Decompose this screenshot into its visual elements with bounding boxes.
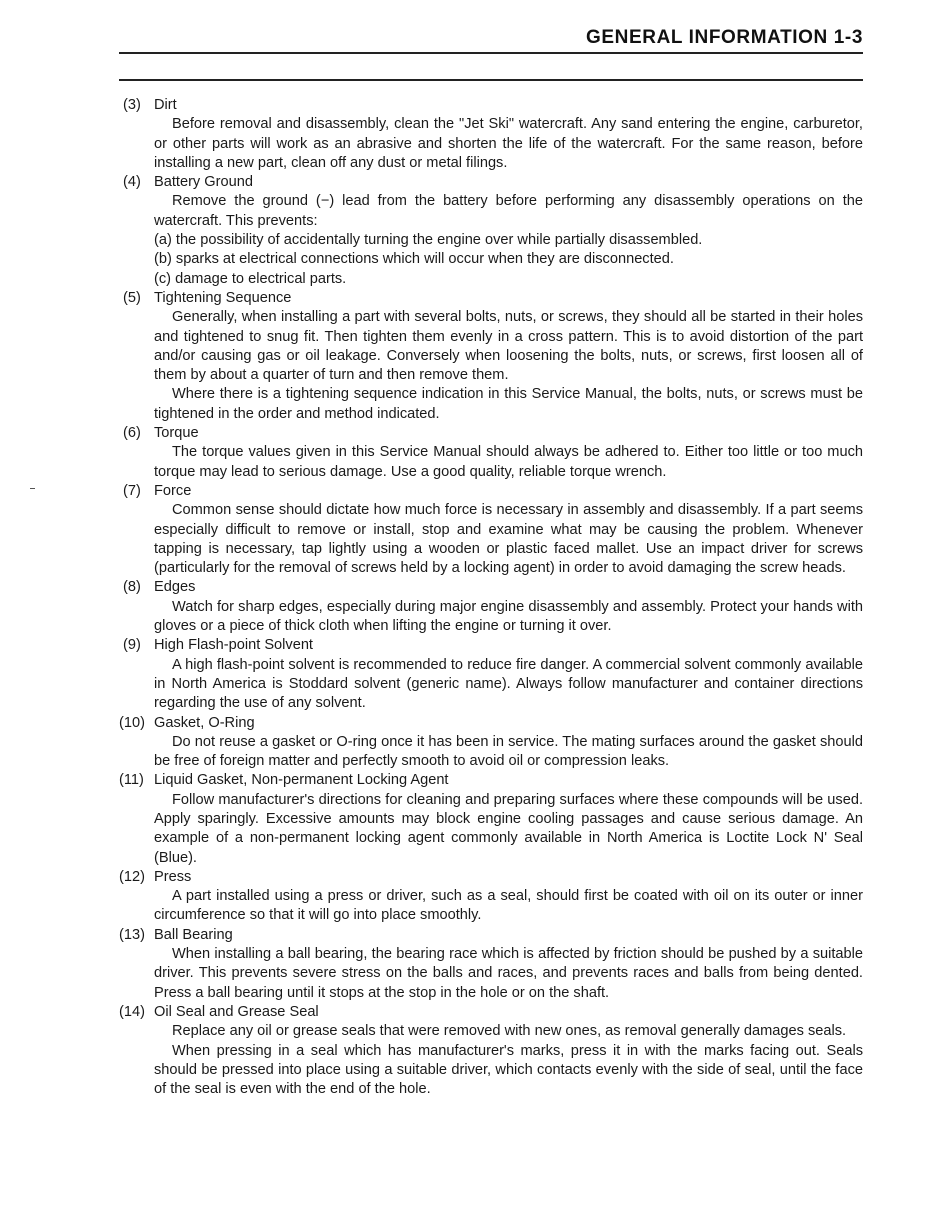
item-number: (10) <box>119 714 145 731</box>
item-paragraph: A high flash-point solvent is recommended to reduce fire danger. A commercial solvent commonly available in North America is Stoddard solvent (generic name). Always follow manufacturer and container directions regarding the use of any solvent. <box>154 656 863 712</box>
item-paragraph: Where there is a tightening sequence indication in this Service Manual, the bolts, nuts, or screws must be tightened in the order and method indicated. <box>154 386 863 422</box>
document-body <box>119 96 863 1099</box>
header-rule-top <box>119 52 863 54</box>
item-paragraph: Do not reuse a gasket or O-ring once it has been in service. The mating surfaces around the gasket should be free of foreign matter and perfectly smooth to avoid oil or compression leaks. <box>154 733 863 770</box>
item-number: (5) <box>123 289 141 306</box>
sub-item: (b) sparks at electrical connections which will occur when they are disconnected. <box>154 251 674 268</box>
section-press <box>119 868 863 926</box>
section-torque <box>119 424 863 482</box>
item-title: Edges <box>154 579 196 596</box>
section-high-flash-point-solvent <box>119 636 863 713</box>
section-gasket-o-ring <box>119 714 863 772</box>
item-number: (4) <box>123 174 141 191</box>
item-paragraph: Watch for sharp edges, especially during major engine disassembly and assembly. Protect your hands with gloves or a piece of thick cloth when lifting the engine or turning it over. <box>154 598 863 635</box>
item-paragraph: A part installed using a press or driver, such as a seal, should first be coated with oil on its outer or inner circumference so that it will go into place smoothly. <box>154 888 863 924</box>
section-oil-seal <box>119 1003 863 1099</box>
margin-mark <box>30 488 35 489</box>
item-paragraph: Generally, when installing a part with several bolts, nuts, or screws, they should all be started in their holes and tightened to snug fit. Then tighten them evenly in a cross pattern. This is to avoid distortion of the part and/or causing gas or oil leakage. Conversely when loosening the bolts, nuts, or screws, first loosen all of them by about a quarter of turn and then remove them. <box>154 309 863 384</box>
item-number: (6) <box>123 425 141 442</box>
item-title: Battery Ground <box>154 174 253 191</box>
item-title: Force <box>154 482 192 499</box>
item-paragraph: Replace any oil or grease seals that were removed with new ones, as removal generally damages seals. <box>172 1023 847 1040</box>
item-paragraph: When pressing in a seal which has manufacturer's marks, press it in with the marks facing out. Seals should be pressed into place using a suitable driver, which contacts evenly with the side of seal, until the face of the seal is even with the end of the hole. <box>154 1042 863 1098</box>
item-number: (8) <box>123 579 141 596</box>
page-title: GENERAL INFORMATION 1-3 <box>586 27 863 48</box>
section-force <box>119 482 863 578</box>
sub-item: (a) the possibility of accidentally turning the engine over while partially disassembled. <box>154 232 703 249</box>
item-title: Oil Seal and Grease Seal <box>154 1003 319 1020</box>
section-tightening-sequence <box>119 289 863 424</box>
item-title: Gasket, O-Ring <box>154 714 255 731</box>
section-edges <box>119 578 863 636</box>
item-number: (3) <box>123 97 141 113</box>
item-number: (7) <box>123 482 141 499</box>
item-number: (11) <box>119 772 144 789</box>
item-number: (12) <box>119 868 145 885</box>
item-paragraph: The torque values given in this Service Manual should always be adhered to. Either too little or too much torque may lead to serious damage. Use a good quality, reliable torque wrench. <box>154 444 863 480</box>
section-dirt <box>119 96 863 173</box>
item-title: Liquid Gasket, Non-permanent Locking Agent <box>154 772 449 789</box>
item-title: High Flash-point Solvent <box>154 637 313 654</box>
item-title: Dirt <box>154 97 177 113</box>
item-paragraph: Before removal and disassembly, clean the "Jet Ski" watercraft. Any sand entering the engine, carburetor, or other parts will work as an abrasive and shorten the life of the watercraft. For the same reason, before installing a new part, clean off any dust or metal filings. <box>154 116 863 171</box>
item-title: Tightening Sequence <box>154 289 292 306</box>
item-paragraph: Remove the ground (−) lead from the battery before performing any disassembly operations on the watercraft. This prevents: <box>154 193 863 229</box>
item-number: (13) <box>119 926 145 943</box>
item-number: (9) <box>123 637 141 654</box>
header-rule-bottom <box>119 79 863 81</box>
item-title: Ball Bearing <box>154 926 233 943</box>
item-paragraph: Follow manufacturer's directions for cleaning and preparing surfaces where these compounds will be used. Apply sparingly. Excessive amounts may block engine cooling passages and cause serious damage. An example of a non-permanent locking agent commonly available in North America is Loctite Lock N' Seal (Blue). <box>154 791 863 866</box>
sub-item: (c) damage to electrical parts. <box>154 270 347 287</box>
section-liquid-gasket <box>119 771 863 867</box>
item-paragraph: Common sense should dictate how much force is necessary in assembly and disassembly. If a part seems especially difficult to remove or install, stop and examine what may be causing the problem. Whenever tapping is necessary, tap lightly using a wooden or plastic faced mallet. Use an impact driver for screws (particularly for the removal of screws held by a locking agent) in order to avoid damaging the screw heads. <box>154 502 863 577</box>
section-ball-bearing <box>119 926 863 1003</box>
item-title: Torque <box>154 425 199 442</box>
item-paragraph: When installing a ball bearing, the bearing race which is affected by friction should be pushed by a suitable driver. This prevents severe stress on the balls and races, and prevents races and balls from being dented. Press a ball bearing until it stops at the stop in the hole or on the shaft. <box>154 946 863 1001</box>
section-battery-ground <box>119 173 863 289</box>
item-number: (14) <box>119 1003 145 1020</box>
item-title: Press <box>154 868 192 885</box>
